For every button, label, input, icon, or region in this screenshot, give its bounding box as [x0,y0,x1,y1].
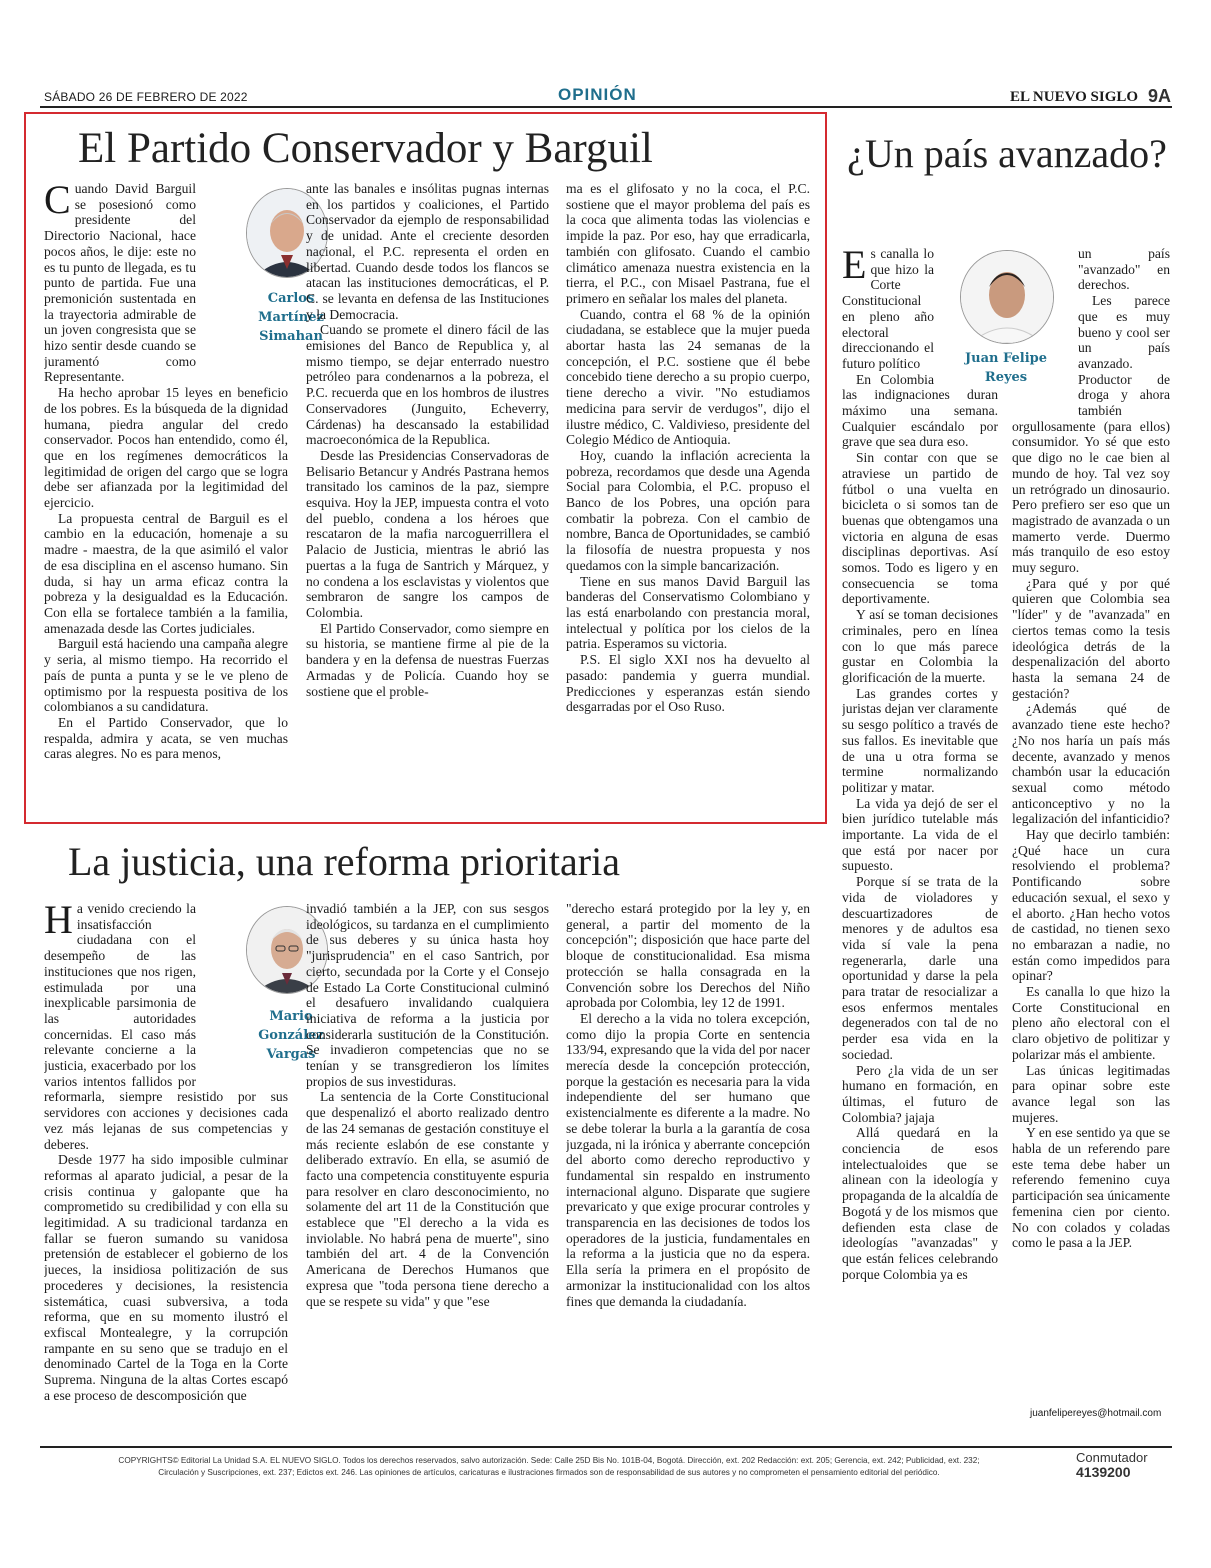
author-name: Mario [269,1009,313,1024]
paragraph: Ha hecho aprobar 15 leyes en beneficio de los pobres. Es la búsqueda de la dignidad humana, piedra angular del credo conservador. Pocos han entendido, como él, que en los regímenes democráticos la legitimidad de origen del cargo que se logra debe ser afianzada por la legitimidad del ejercicio. [44,385,288,511]
author-name: Vargas [266,1047,316,1062]
paragraph: Las grandes cortes y juristas dejan ver claramente su sesgo político a través de sus fallos. Es inevitable que de una u otra forma se termine normalizando politizar y matar. [842,685,998,795]
paragraph: En Colombia las indignaciones duran máximo una semana. Cualquier escándalo por grave que sea dura eso. [842,371,998,450]
author-name: Martínez [258,310,324,325]
switchboard-label: Conmutador [1076,1450,1148,1465]
newspaper-brand: EL NUEVO SIGLO [1010,89,1139,105]
paragraph: Las únicas legitimadas para opinar sobre este avance legal son las mujeres. [1012,1062,1170,1125]
article-column [566,901,810,1426]
paragraph: ¿Para qué y por qué quieren que Colombia sea "líder" y de "avanzada" en ciertos temas como la tesis ideológica detrás de la despenalización del aborto hasta la semana 24 de gestación? [1012,575,1170,701]
lead-paragraph: a venido creciendo la insatisfacción ciudadana con el desempeño de las instituciones que nos rigen, estimulada por una inexplicable parsimonia de las autoridades concernidas. El caso más relevante concierne a la justicia, exacerbado por los varios intentos fallidos por reformarla, siempre resistido por sus servidores con acciones y decisiones cada vez más lejanas de sus competencias y deberes. [44,901,288,1152]
paragraph: El Partido Conservador, como siempre en su historia, se mantiene firme al pie de la bandera y en la defensa de nuestras Fuerzas Armadas y de Policía. Cuando hoy se sostiene que el proble- [306,620,549,699]
footer-copyright [44,1455,1054,1479]
lead-paragraph: s canalla lo que hizo la Corte Constitucional en pleno año electoral direccionando el futuro político [842,246,934,371]
paragraph: Cuando, contra el 68 % de la opinión ciudadana, se establece que la mujer pueda abortar hasta las 24 semanas de la concepción, el P.C. sostiene que él bebe concebido tiene derecho a su propio cuerpo, tiene derecho a vivir. "No estudiamos medicina para servir de verdugos", dijo el ilustre médico, C. Valdivieso, presidente del Colegio Médico de Antioquia. [566,306,810,448]
article-column [44,181,288,809]
issue-date: SÁBADO 26 DE FEBRERO DE 2022 [44,90,248,104]
article-column [1012,246,1170,1406]
paragraph: ¿Además qué de avanzado tiene este hecho? ¿No nos haría un país más decente, avanzado y menos chambón usar la educación sexual como método anticonceptivo y no la legalización del infanticidio? [1012,701,1170,827]
author-email: juanfelipereyes@hotmail.com [1030,1408,1162,1419]
paragraph: Barguil está haciendo una campaña alegre y seria, al mismo tiempo. Ha recorrido el país de punta a punta y se le ve pleno de optimismo por la respuesta positiva de los colombianos a su candidatura. [44,636,288,715]
footer-line: Circulación y Suscripciones, ext. 237; Edictos ext. 246. Las opiniones de artículos, caricaturas e ilustraciones firmados son de responsabilidad de sus autores y no comprometen el pensamiento editorial del periódico. [158,1468,940,1477]
paragraph: Allá quedará en la conciencia de esos intelectualoides que se alinean con la ideología y propaganda de la alcaldía de Bogotá y de los mismos que defienden esta clase de ideologías "avanzadas" y que están felices celebrando porque Colombia ya es [842,1125,998,1282]
paragraph: Desde 1977 ha sido imposible culminar reformas al aparato judicial, a pesar de la crisis continua y galopante que ha comprometido su credibilidad y con ella su legitimidad. A su tradicional tardanza en fallar se fueron sumando su vanidosa pretensión de establecer el gobierno de los jueces, la insidiosa politización de sus procederes y decisiones, la resistencia sistemática, cuasi subversiva, a toda reforma, que en su momento ilustró el exfiscal Montealegre, y la corrupción rampante en su seno que se tradujo en el denominado Cartel de la Toga en la Corte Suprema. Ninguna de la altas Cortes escapó a ese proceso de descomposición que [44,1152,288,1403]
article-column [842,246,998,1426]
paragraph: La propuesta central de Barguil es el cambio en la educación, homenaje a su madre - maestra, de la que asimiló el valor de esa disciplina en el ascenso humano. Sin duda, si hay un arma eficaz contra la pobreza y la desigualdad es la Educación. Con ella se fortalece también a la familia, amenazada desde las Cortes judiciales. [44,510,288,636]
paragraph: Y así se toman decisiones criminales, pero en línea con lo que más parece gustar en Colombia la glorificación de la muerte. [842,607,998,685]
page-number: 9A [1148,86,1172,106]
article-title: ¿Un país avanzado? [847,131,1167,176]
paragraph: Es canalla lo que hizo la Corte Constitucional en pleno año electoral con el claro objetivo de politizar y polarizar más el ambiente. [1012,984,1170,1062]
author-name: Carlos [267,291,315,306]
paragraph: El derecho a la vida no tolera excepción, como dijo la propia Corte en sentencia 133/94, expresando que la vida del por nacer merecía desde la concepción protección, porque la gestación es necesaria para la vida independiente del ser humano que existencialmente es diferente a la madre. No se debe tolerar la burla a la garantía de cosa juzgada, ni la irónica y aberrante concepción del aborto como derecho reproductivo y fundamental sin respaldo en instrumento internacional alguno. Disparate que sugiere prevaricato y que exige procurar controles y transparencia en las decisiones de todos los operadores de la justicia, fundamentales en la reforma a la justicia que no da espera. Ella sería la primera en el propósito de armonizar la institucionalidad con los altos fines que demanda la ciudadanía. [566,1010,810,1309]
paragraph: La sentencia de la Corte Constitucional que despenalizó el aborto realizado dentro de las 24 semanas de gestación constituye el más reciente eslabón de ese constante y deliberado extravío. En ella, se asumió de facto una competencia constituyente espuria para resolver en claro desconocimiento, no solamente del art 11 de la Constitución que establece que "El derecho a la vida es inviolable. No habrá pena de muerte", sino también del art. 4 de la Convención Americana de Derechos Humanos que expresa que "toda persona tiene derecho a que se respete su vida" y que "ese [306,1089,549,1309]
article-column [306,901,549,1426]
drop-cap: C [44,181,71,222]
article-column [306,181,549,809]
drop-cap: H [44,901,73,942]
article-column [566,181,810,809]
paragraph: un país "avanzado" en derechos. [1078,246,1170,293]
author-name: Juan Felipe [964,351,1048,366]
author-photo-float [1012,262,1074,402]
paragraph: ma es el glifosato y no la coca, el P.C. sostiene que el mayor problema del país es la coca que alimenta todas las violencias e impide la paz. Por eso, hay que erradicarla, también con glifosato. Cuando el cambio climático amenaza nuestra existencia en la tierra, el P.C., con Misael Pastrana, fue el primero en señalar los males del planeta. [566,181,810,306]
article-title: La justicia, una reforma prioritaria [68,839,620,884]
paragraph: Cuando se promete el dinero fácil de las emisiones del Banco de Republica y, al mismo tiempo, se dejar enterrado nuestro petróleo para condenarnos a la pobreza, el P.C. recuerda que en los hombros de ilustres Conservadores (Junguito, Echeverry, Cárdenas) ha descansado la estabilidad macroeconómica de la Republica. [306,322,549,448]
author-name: Reyes [984,370,1028,385]
paragraph: P.S. El siglo XXI nos ha devuelto al pasado: pandemia y guerra mundial. Predicciones y esperanzas están siendo desgarradas por el Oso Ruso. [566,652,810,715]
paragraph: Hoy, cuando la inflación acrecienta la pobreza, recordamos que desde una Agenda Social para Colombia, el P.C. propuso el Banco de los Pobres, una opción para combatir la pobreza. Con el cambio de nombre, Banca de Oportunidades, se cambió la filosofía de nuestra propuesta y nos quedamos con la simple bancarización. [566,447,810,573]
paragraph: Les parece que es muy bueno y cool ser un país avanzado. Productor de droga y ahora también orgullosamente (para ellos) consumidor. Yo sé que esto que digo no le cae bien al mundo de hoy. Tal vez soy un retrógrado un dinosaurio. Pero prefiero ser eso que un magistrado de avanzada o un mamerto verde. Duermo más tranquilo de eso estoy muy seguro. [1012,293,1170,576]
paragraph: La vida ya dejó de ser el bien jurídico tutelable más importante. La vida de el que está por nacer por supuesto. [842,795,998,874]
paragraph: Desde las Presidencias Conservadoras de Belisario Betancur y Andrés Pastrana hemos transitado los caminos de la paz, siempre esquiva. Hoy la JEP, impuesta contra el voto del pueblo, condena a los héroes que rescataron de la mafia narcoguerrillera el Palacio de Justicia, mientras le abrió las puertas a la fuga de Santrich y Márquez, y no condena a los esclavistas y violentos que sembraron de sangre los campos de Colombia. [306,447,549,620]
article-title: El Partido Conservador y Barguil [78,125,653,172]
footer-rule [40,1446,1172,1448]
switchboard-number: 4139200 [1076,1464,1131,1480]
paragraph: Tiene en sus manos David Barguil las banderas del Conservatismo Colombiano y las está enarbolando con prestancia moral, intelectual y política por los cielos de la patria. Esperamos su victoria. [566,573,810,652]
lead-paragraph: uando David Barguil se posesionó como presidente del Directorio Nacional, hace pocos años, le dije: este no es tu punto de llegada, es tu punto de partida. Fue una premonición sustentada en la trayectoria admirable de un joven congresista que se hizo sentir desde cuando se juramentó como Representante. [44,181,196,385]
paragraph: ante las banales e insólitas pugnas internas en los partidos y coaliciones, el Partido Conservador da ejemplo de responsabilidad y de unidad. Ante el creciente desorden nacional, el P.C. representa el orden en libertad. Cuando desde todos los flancos se atacan las instituciones democráticas, el P. C. se levanta en defensa de las Instituciones y la Democracia. [306,181,549,322]
footer-line: COPYRIGHTS© Editorial La Unidad S.A. EL NUEVO SIGLO. Todos los derechos reservados, salvo autorización. Sede: Calle 25D Bis No. 101B-04, Bogotá. Dirección, ext. 202 Redacción: ext. 205; Gerencia, ext. 242; Publicidad, ext. 232; [118,1456,980,1465]
article-column [44,901,288,1426]
paragraph: Porque sí se trata de la vida de violadores y descuartizadores de menores y de adultos esa vida sí vale la pena regenerarla, darle una oportunidad y darse la pela para tratar de resocializar a esos enfermos mentales degenerados con tal de no perder esa vida en la sociedad. [842,874,998,1062]
author-name: González [258,1028,324,1043]
drop-cap: E [842,246,867,287]
paragraph: Pero ¿la vida de un ser humano en formación, en últimas, el futuro de Colombia? jajaja [842,1062,998,1125]
author-name: Simahan [259,329,323,344]
paragraph: "derecho estará protegido por la ley y, en general, a partir del momento de la concepción"; disposición que hace parte del bloque de constitucionalidad. Esa misma protección se halla consagrada en la Convención sobre los Derechos del Niño aprobada por Colombia, ley 12 de 1991. [566,901,810,1011]
paragraph: Y en ese sentido ya que se habla de un referendo pare este tema debe haber un referendo femenino cuya participación sea únicamente femenina cien por ciento. No con colados y coladas como le pasa a la JEP. [1012,1125,1170,1251]
paragraph: invadió también a la JEP, con sus sesgos ideológicos, su tardanza en el cumplimiento de sus deberes y su única hasta hoy "jurisprudencia" en el caso Santrich, por cierto, secundada por la Corte y el Consejo de Estado La Corte Constitucional culminó el desafuero invalidando cualquiera iniciativa de reforma a la justicia por considerarla sustitución de la Constitución. Se invadieron competencias que no se tenían y se transgredieron los límites propios de sus investiduras. [306,901,549,1089]
paragraph: Hay que decirlo también: ¿Qué hace un cura resolviendo el problema? Pontificando sobre educación sexual, el sexo y el aborto. ¿Han hecho votos de castidad, no tienen sexo no embarazan a nadie, no están como impedidos para opinar? [1012,827,1170,984]
section-title: OPINIÓN [558,85,637,104]
paragraph: En el Partido Conservador, que lo respalda, admira y acata, se ven muchas caras alegres. No es para menos, [44,714,288,762]
header-rule [40,106,1172,108]
paragraph: Sin contar con que se atraviese un partido de fútbol o una vuelta en bicicleta o si somos tan de buenas que obtengamos una victoria en alguna de esas disciplinas deportivas. Así somos. Todo es ligero y en consecuencia se toma deportivamente. [842,450,998,607]
